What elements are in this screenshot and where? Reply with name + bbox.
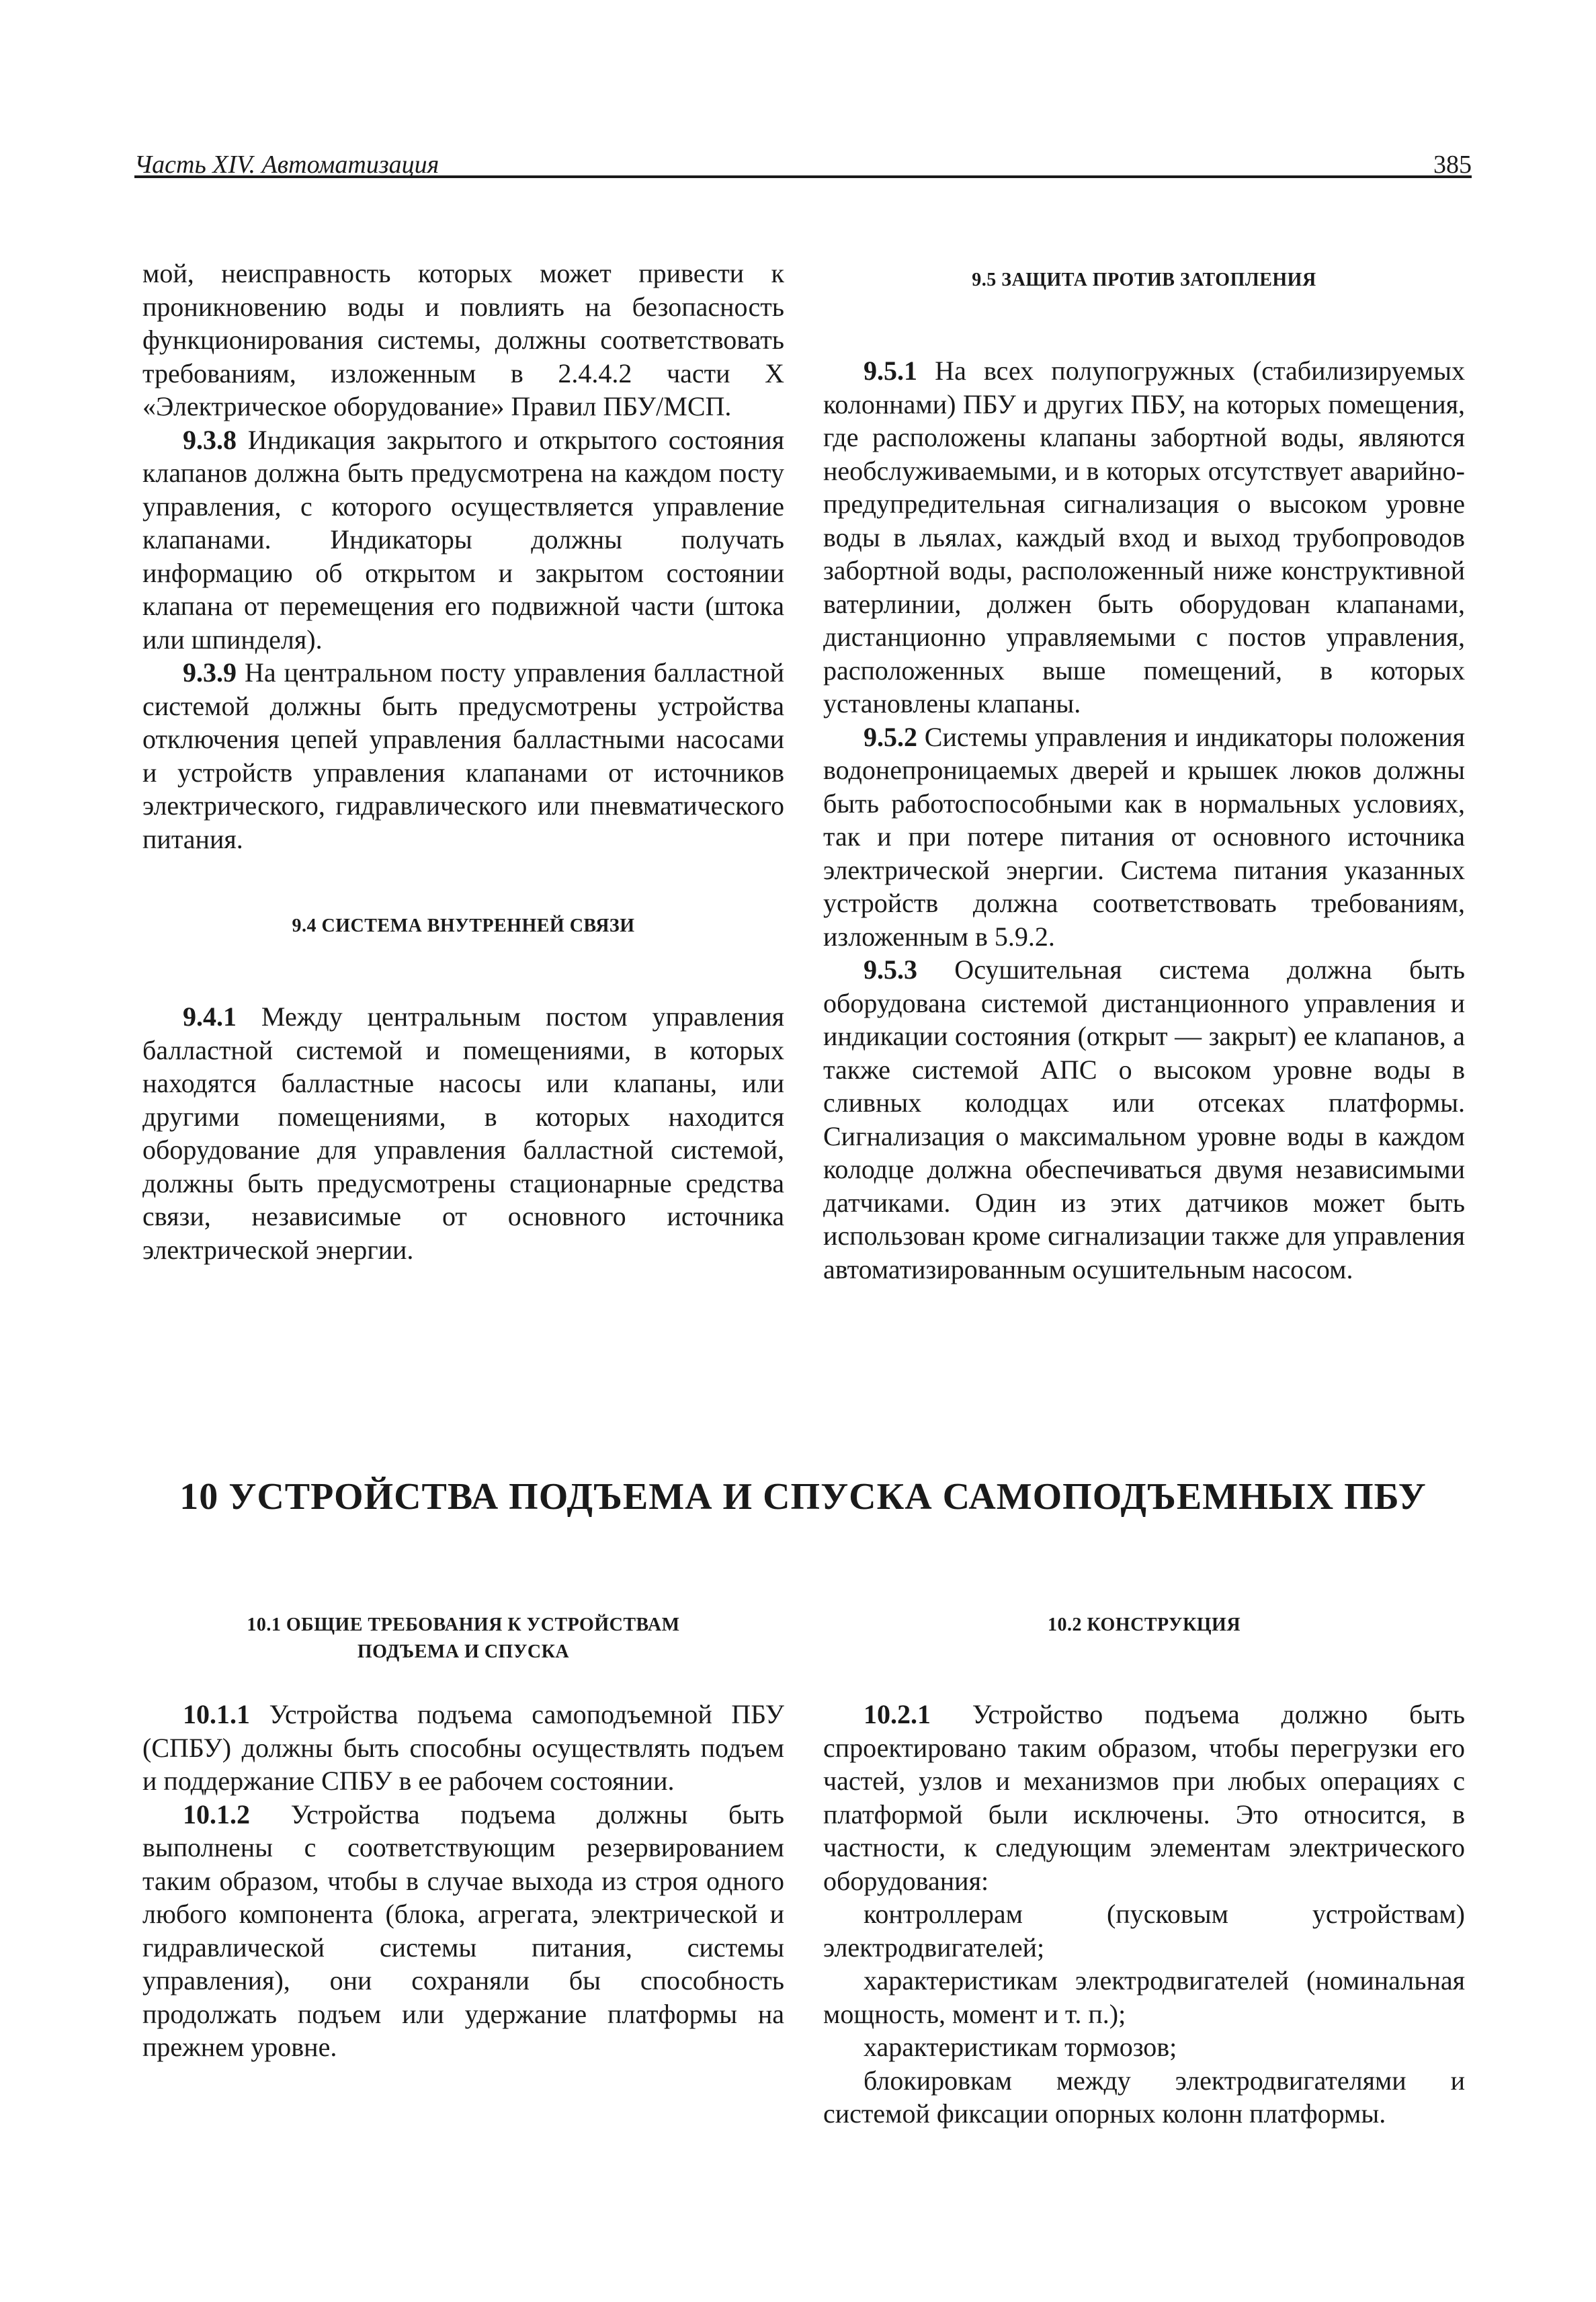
paragraph-9-5-1: [823, 354, 1465, 721]
running-title: Часть XIV. Автоматизация: [134, 151, 439, 179]
paragraph-9-3-9: [142, 656, 784, 856]
list-item: контроллерам (пусковым устройствам) электродвигателей;: [823, 1899, 1465, 1963]
top-right-column: [823, 267, 1465, 1286]
section-heading-9-4: 9.4 СИСТЕМА ВНУТРЕННЕЙ СВЯЗИ: [292, 915, 635, 936]
clause-text: Осушительная система должна быть оборудована системой дистанционного управления и индикации состояния (открыт — закрыт) ее клапанов, а также системой АПС о высоком уровне воды в сливных колодцах или отсеках платформы. Сигнализация о максимальном уровне воды в каждом колодце должна обеспечиваться двумя независимыми датчиками. Один из этих датчиков может быть использован кроме сигнализации также для управления автоматизированным осушительным насосом.: [823, 954, 1465, 1284]
page-header: [134, 138, 1472, 178]
paragraph-9-4-1: [142, 1000, 784, 1266]
list-item: характеристикам тормозов;: [864, 2032, 1177, 2062]
chapter-title: 10 УСТРОЙСТВА ПОДЪЕМА И СПУСКА САМОПОДЪЕМНЫХ ПБУ: [179, 1476, 1427, 1518]
clause-text: На центральном посту управления балластной системой должны быть предусмотрены устройства отключения цепей управления балластными насосами и устройств управления клапанами от источников электрического, гидравлического или пневматического питания.: [142, 657, 784, 854]
clause-number: 9.3.8: [183, 424, 237, 455]
paragraph-9-5-3: [823, 953, 1465, 1286]
section-heading-10-1: [142, 1612, 784, 1666]
clause-number: 9.5.3: [864, 954, 917, 985]
header-rule: [134, 175, 1472, 178]
clause-number: 9.3.9: [183, 657, 237, 688]
clause-number: 10.2.1: [864, 1699, 931, 1729]
clause-number: 9.5.1: [864, 356, 917, 386]
section-heading-10-2: 10.2 КОНСТРУКЦИЯ: [1047, 1614, 1241, 1635]
paragraph-9-5-2: [823, 721, 1465, 954]
clause-text: Устройства подъема самоподъемной ПБУ (СПБУ) должны быть способны осуществлять подъем и поддержание СПБУ в ее рабочем состоянии.: [142, 1699, 784, 1796]
clause-text: Системы управления и индикаторы положения водонепроницаемых дверей и крышек люков должны быть работоспособными как в нормальных условиях, так и при потере питания от основного источника электрической энергии. Система питания указанных устройств должна соответствовать требованиям, изложенным в 5.9.2.: [823, 721, 1465, 952]
clause-number: 10.1.2: [183, 1799, 250, 1830]
section-heading-9-5: 9.5 ЗАЩИТА ПРОТИВ ЗАТОПЛЕНИЯ: [972, 270, 1316, 290]
paragraph-10-2-1: [823, 1698, 1465, 1897]
clause-text: Устройство подъема должно быть спроектировано таким образом, чтобы перегрузки его частей, узлов и механизмов при любых операциях с платформой были исключены. Это относится, в частности, к следующим элементам электрического оборудования:: [823, 1699, 1465, 1896]
page-number: 385: [1433, 151, 1472, 179]
clause-text: Между центральным постом управления балластной системой и помещениями, в которых находятся балластные насосы или клапаны, или другими помещениями, в которых находится оборудование для управления балластной системой, должны быть предусмотрены стационарные средства связи, независимые от основного источника электрической энергии.: [142, 1001, 784, 1265]
paragraph-9-3-8: [142, 423, 784, 657]
top-left-column: [142, 257, 784, 1266]
bottom-left-column: [142, 1612, 784, 2064]
paragraph-10-1-1: [142, 1698, 784, 1798]
heading-line: ПОДЪЕМА И СПУСКА: [357, 1641, 570, 1662]
clause-text: На всех полупогружных (стабилизируемых колоннами) ПБУ и других ПБУ, на которых помещения, где расположены клапаны забортной воды, являются необслуживаемыми, и в которых отсутствует аварийно-предупредительная сигнализация о высоком уровне воды в льялах, каждый вход и выход трубопроводов забортной воды, расположенный ниже конструктивной ватерлинии, должен быть оборудован клапанами, дистанционно управляемыми с постов управления, расположенных выше помещений, в которых установлены клапаны.: [823, 356, 1465, 718]
clause-number: 9.4.1: [183, 1001, 237, 1032]
clause-number: 10.1.1: [183, 1699, 250, 1729]
bottom-right-column: [823, 1612, 1465, 2131]
clause-text: Устройства подъема должны быть выполнены с соответствующим резервированием таким образом, чтобы в случае выхода из строя одного любого компонента (блока, агрегата, электрической и гидравлической системы питания, системы управления), они сохраняли бы способность продолжать подъем или удержание платформы на прежнем уровне.: [142, 1799, 784, 2062]
list-item: блокировкам между электродвигателями и системой фиксации опорных колонн платформы.: [823, 2065, 1465, 2129]
list-item: характеристикам электродвигателей (номинальная мощность, момент и т. п.);: [823, 1965, 1465, 2029]
clause-number: 9.5.2: [864, 721, 917, 752]
clause-text: Индикация закрытого и открытого состояния клапанов должна быть предусмотрена на каждом посту управления, с которого осуществляется управление клапанами. Индикаторы должны получать информацию об открытом и закрытом состоянии клапана от перемещения его подвижной части (штока или шпинделя).: [142, 424, 784, 655]
paragraph-10-1-2: [142, 1798, 784, 2064]
heading-line: 10.1 ОБЩИЕ ТРЕБОВАНИЯ К УСТРОЙСТВАМ: [247, 1614, 680, 1635]
paragraph-continuation: мой, неисправность которых может привести к проникновению воды и повлиять на безопасность функционирования системы, должны соответствовать требованиям, изложенным в 2.4.4.2 части X «Электрическое оборудование» Правил ПБУ/МСП.: [142, 258, 784, 421]
